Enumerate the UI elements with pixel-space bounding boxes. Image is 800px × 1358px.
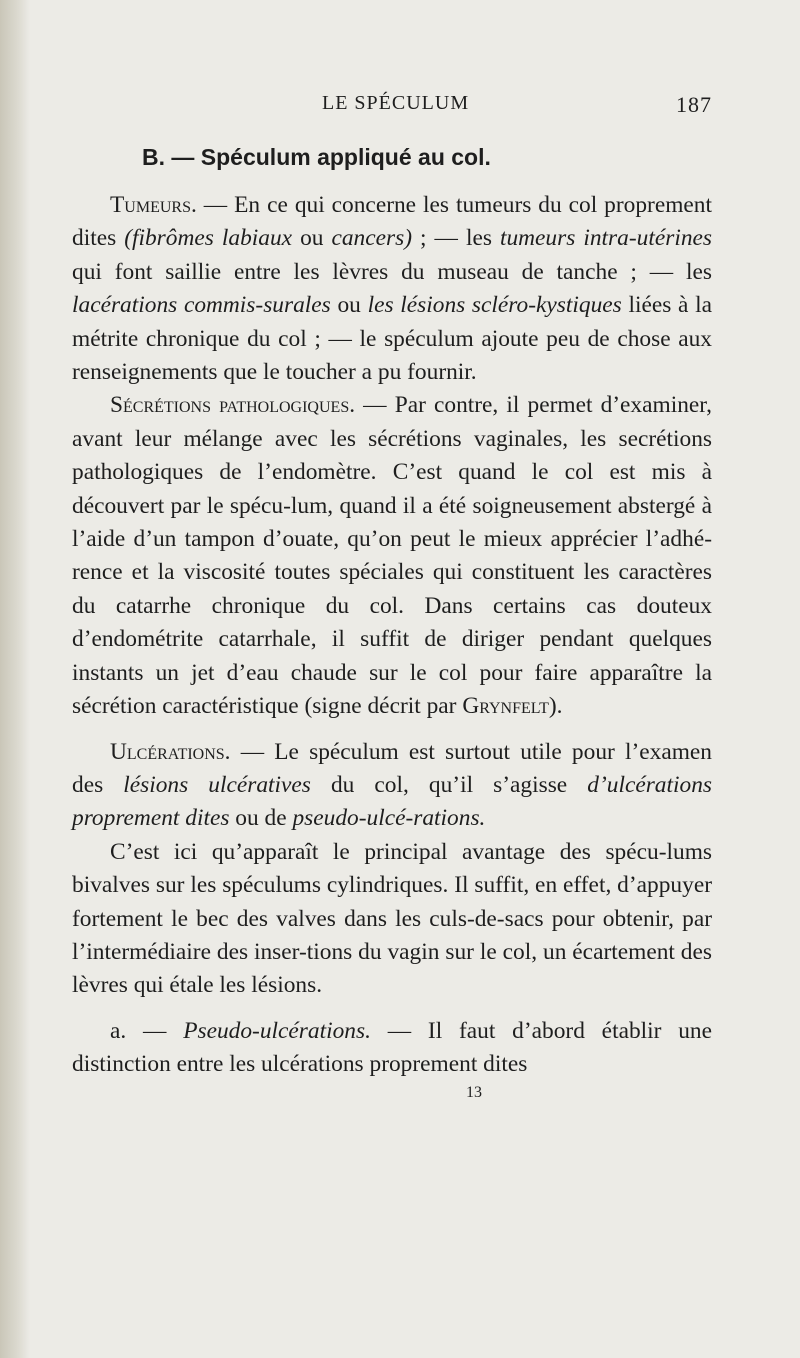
paragraph-tumeurs: Tumeurs. — En ce qui concerne les tumeurs du col proprement dites (fibrômes labiaux ou cancers) ; — les tumeurs intra-utérines qui font saillie entre les lèvres du museau de tanche ; — les lacérations commis-surales ou les lésions scléro-kystiques liées à la métrite chronique du col ; — le spéculum ajoute peu de chose aux renseignements que le toucher a pu fournir. bbox=[72, 192, 712, 386]
paragraph-speculums: C’est ici qu’apparaît le principal avantage des spécu-lums bivalves sur les spéculums cylindriques. Il suffit, en effet, d’appuyer fortement le bec des valves dans les culs-de-sacs pour obtenir, par l’intermédiaire des inser-tions du vagin sur le col, un écartement des lèvres qui étale les lésions. bbox=[72, 838, 712, 999]
section-heading: B. — Spéculum appliqué au col. bbox=[142, 144, 491, 170]
page-number: 187 bbox=[676, 92, 712, 117]
paragraph-pseudo-ulcerations: a. — Pseudo-ulcérations. — Il faut d’abord établir une distinction entre les ulcérations proprement dites bbox=[72, 1017, 712, 1078]
paragraph-secretions: Sécrétions pathologiques. — Par contre, il permet d’examiner, avant leur mélange avec les sécrétions vaginales, les secrétions pathologiques de l’endomètre. C’est quand le col est mis à découvert par le spécu-lum, quand il a été soigneusement abstergé à l’aide d’un tampon d’ouate, qu’on peut le mieux apprécier l’adhé-rence et la viscosité toutes spéciales qui constituent les caractères du catarrhe chronique du col. Dans certains cas douteux d’endométrite catarrhale, il suffit de diriger pendant quelques instants un jet d’eau chaude sur le col pour faire apparaître la sécrétion caractéristique (signe décrit par Grynfelt). bbox=[72, 392, 712, 720]
paragraph-lead: Ulcérations. bbox=[110, 738, 231, 765]
paragraph-lead: Sécrétions pathologiques. bbox=[110, 392, 356, 419]
book-page bbox=[72, 92, 712, 1102]
running-head bbox=[72, 92, 712, 120]
paragraph-lead: a. bbox=[110, 1017, 127, 1044]
author-name: Grynfelt bbox=[462, 693, 549, 720]
signature-mark: 13 bbox=[466, 1083, 482, 1101]
page-edge-shadow bbox=[0, 0, 30, 1358]
paragraph-ulcerations: Ulcérations. — Le spéculum est surtout utile pour l’examen des lésions ulcératives du col, qu’il s’agisse d’ulcérations proprement dites ou de pseudo-ulcé-rations. bbox=[72, 738, 712, 832]
paragraph-lead: Tumeurs. bbox=[110, 192, 197, 218]
running-head-title: LE SPÉCULUM bbox=[322, 92, 470, 114]
